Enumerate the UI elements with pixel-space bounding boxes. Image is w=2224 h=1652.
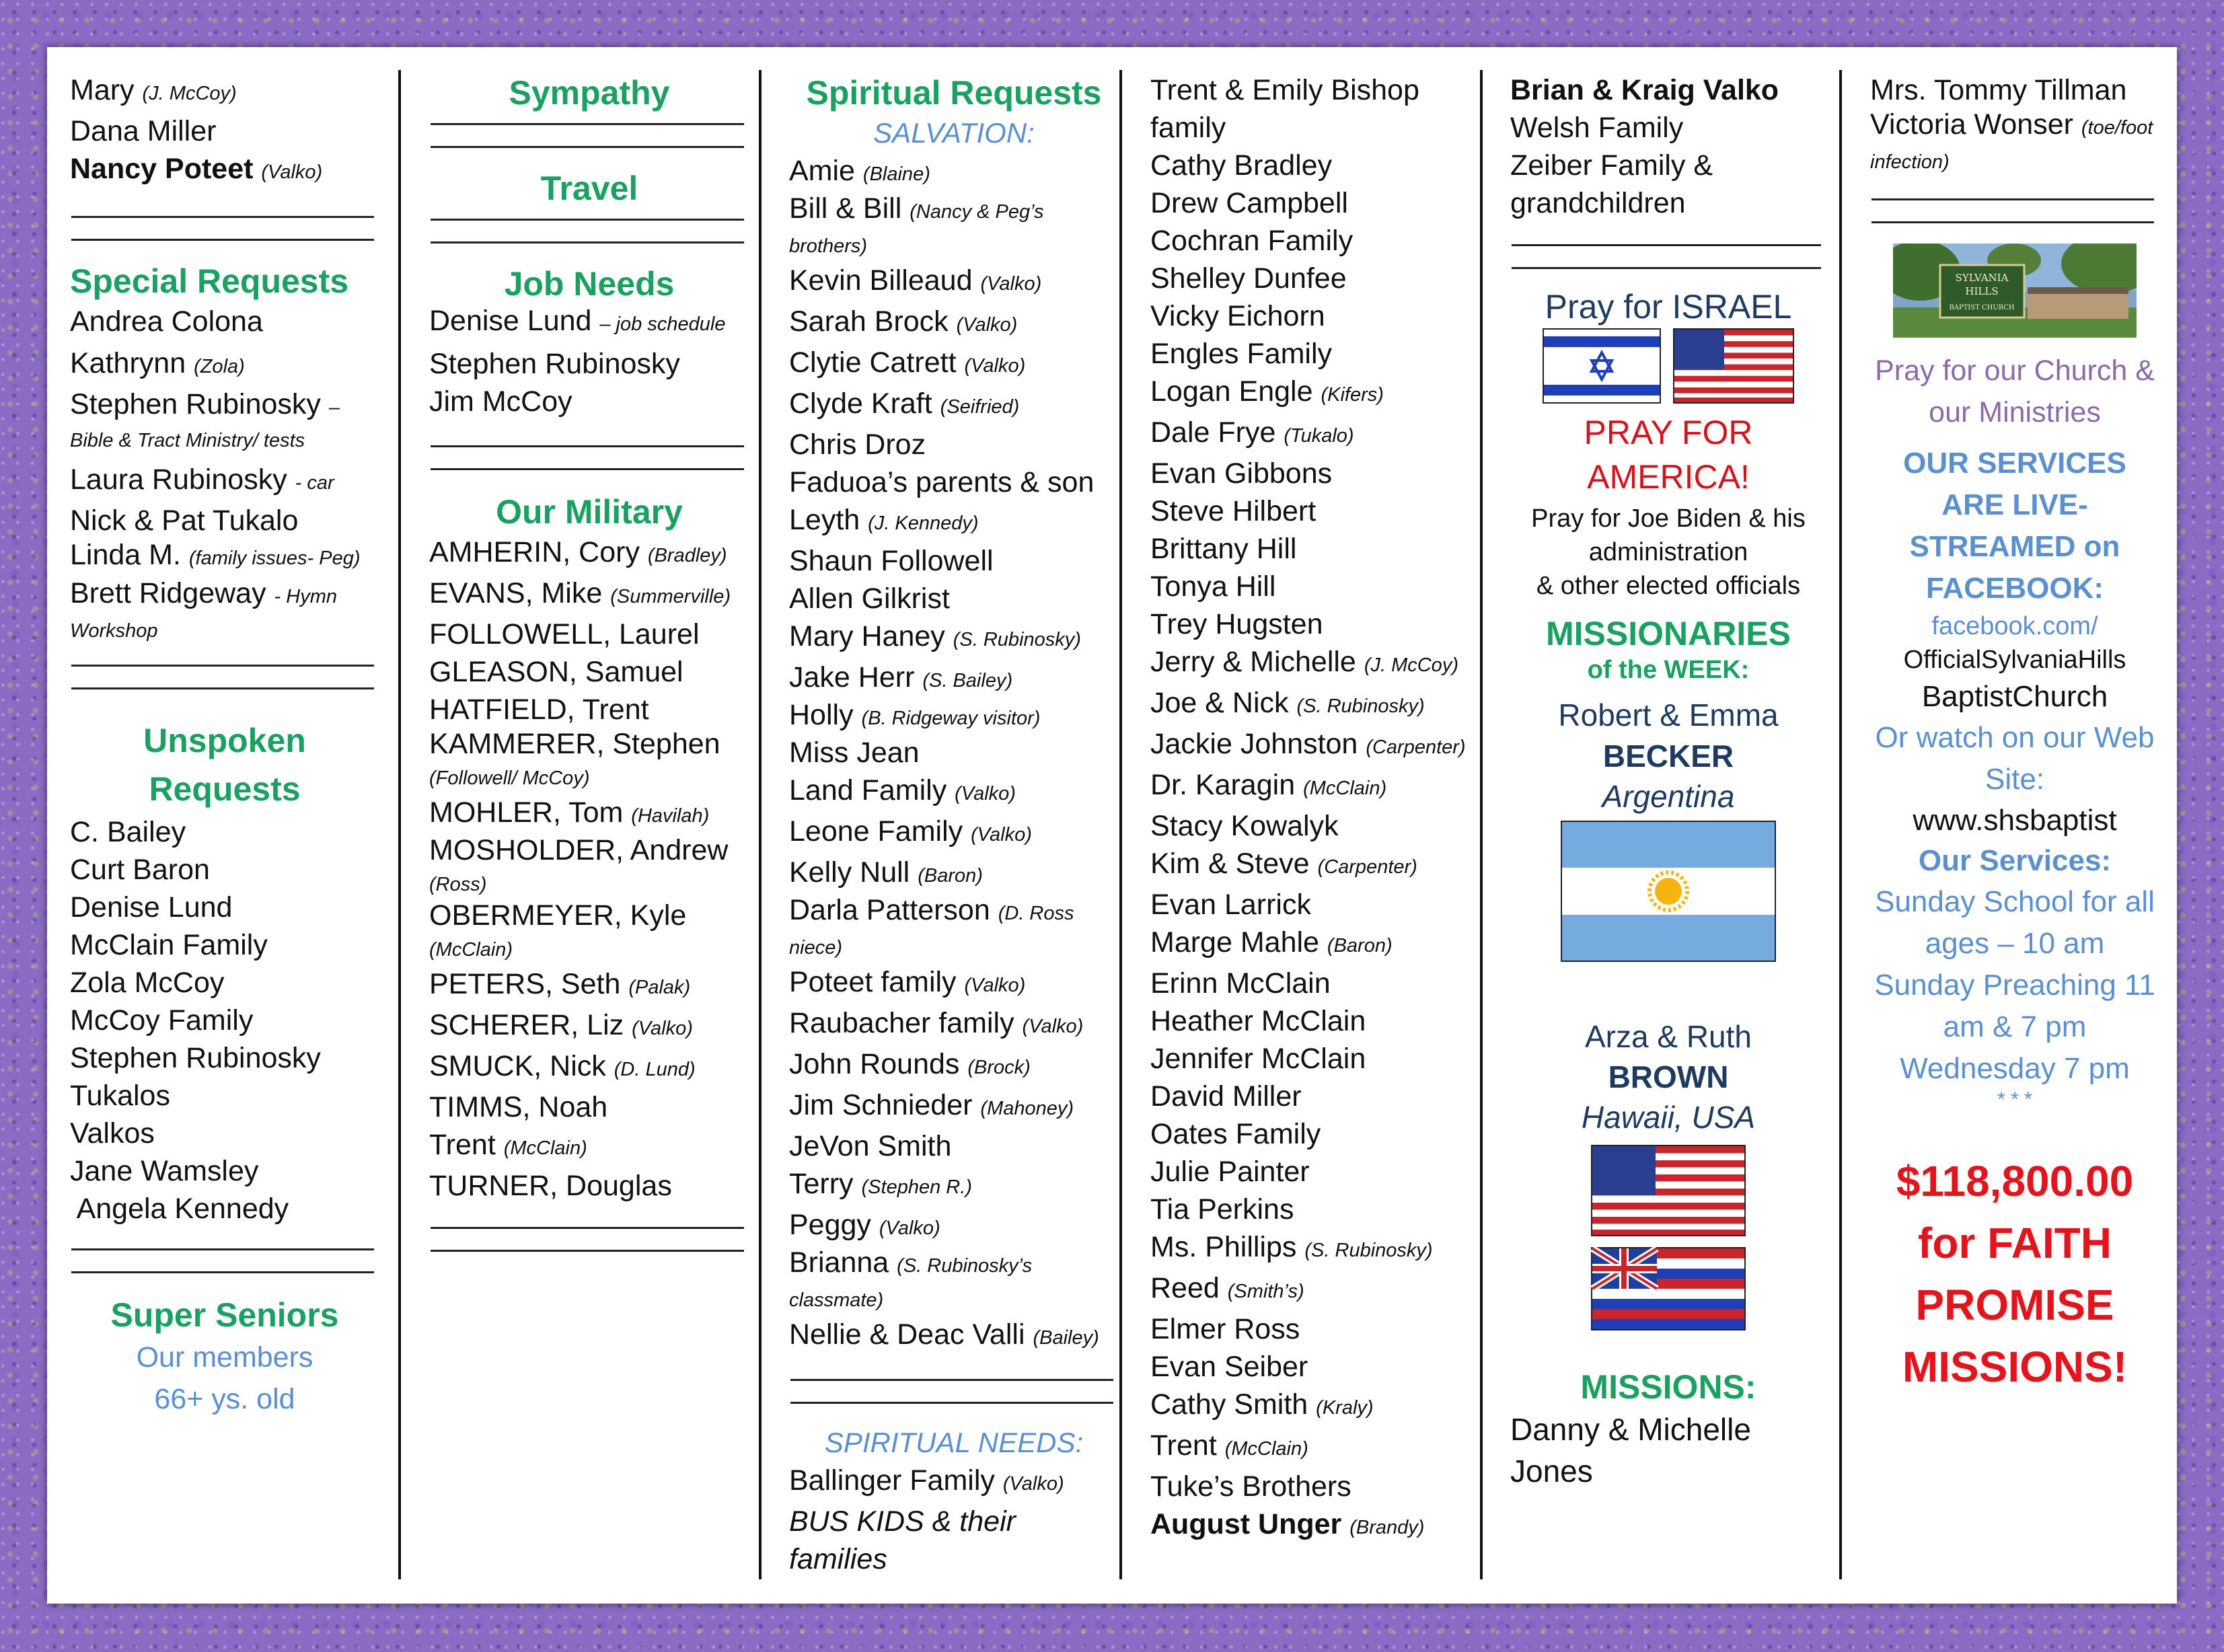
prayer-item: Cochran Family xyxy=(1150,225,1354,257)
prayer-item: Jim Schnieder (Mahoney) xyxy=(789,1089,1074,1121)
biden-prayer: Pray for Joe Biden & his administration xyxy=(1531,504,1806,566)
live-stream-title: OUR SERVICES ARE LIVE-STREAMED on FACEBOOK: xyxy=(1903,447,2126,605)
prayer-item: Miss Jean xyxy=(789,737,920,769)
prayer-item: Laura Rubinosky - car xyxy=(70,463,334,496)
list-item: TURNER, Douglas xyxy=(429,1170,672,1202)
list-item: SCHERER, Liz (Valko) xyxy=(429,1009,693,1041)
column-6 xyxy=(1870,71,2159,1605)
usa-flag-wrap xyxy=(1510,1145,1826,1246)
prayer-item: Jackie Johnston (Carpenter) xyxy=(1150,728,1466,760)
prayer-item: Darla Patterson (D. Ross niece) xyxy=(789,894,1074,959)
prayer-item: Kim & Steve (Carpenter) xyxy=(1150,848,1417,880)
blank-line xyxy=(431,144,744,148)
super-seniors-heading: Super Seniors xyxy=(110,1296,339,1334)
missionaries-heading: MISSIONARIES xyxy=(1546,615,1791,652)
svg-text:BAPTIST CHURCH: BAPTIST CHURCH xyxy=(1949,304,2015,311)
prayer-item: Oates Family xyxy=(1150,1118,1321,1150)
faith-promise-text: for FAITH PROMISE MISSIONS! xyxy=(1902,1219,2128,1391)
prayer-item: Andrea Colona xyxy=(70,305,263,338)
prayer-item: Dale Frye (Tukalo) xyxy=(1150,416,1354,449)
column-2 xyxy=(429,71,749,1605)
list-item: Denise Lund xyxy=(70,891,233,924)
list-item: McCoy Family xyxy=(70,1004,254,1037)
prayer-item: Mary (J. McCoy) xyxy=(70,74,237,106)
column-divider xyxy=(398,70,401,1579)
prayer-item: Tuke’s Brothers xyxy=(1150,1470,1351,1503)
pray-church: Pray for our Church & our Ministries xyxy=(1875,354,2155,428)
prayer-item: Land Family (Valko) xyxy=(789,774,1016,806)
blank-line xyxy=(71,1269,374,1273)
prayer-item: Leyth (J. Kennedy) xyxy=(789,504,979,536)
column-5 xyxy=(1510,71,1826,1605)
prayer-item: Stacy Kowalyk xyxy=(1150,810,1339,842)
church-photo xyxy=(1870,243,2159,347)
prayer-item: Ms. Phillips (S. Rubinosky) xyxy=(1150,1231,1433,1263)
blank-line xyxy=(431,443,744,447)
list-item: MOHLER, Tom (Havilah) xyxy=(429,796,710,829)
prayer-item: Evan Seiber xyxy=(1150,1351,1308,1383)
service-time: Sunday Preaching 11 am & 7 pm xyxy=(1874,969,2155,1043)
argentina-flag-wrap xyxy=(1510,821,1826,971)
salvation-label: SALVATION: xyxy=(873,117,1035,149)
list-item: TIMMS, Noah xyxy=(429,1091,608,1123)
prayer-item: Mrs. Tommy Tillman xyxy=(1870,74,2127,106)
seniors-line: 66+ ys. old xyxy=(154,1383,295,1415)
unspoken-list xyxy=(70,813,379,1228)
prayer-item: Engles Family xyxy=(1150,338,1333,370)
prayer-item: Drew Campbell xyxy=(1150,187,1348,219)
list-item: C. Bailey xyxy=(70,816,186,848)
prayer-item: August Unger (Brandy) xyxy=(1150,1508,1425,1540)
prayer-item: Cathy Bradley xyxy=(1150,149,1333,182)
our-military-heading: Our Military xyxy=(496,493,683,531)
list-item: Curt Baron xyxy=(70,854,210,886)
usa-flag-icon xyxy=(1673,328,1794,404)
spiritual-requests-heading: Spiritual Requests xyxy=(806,74,1102,112)
prayer-item: Trent & Emily Bishop family xyxy=(1150,74,1419,144)
prayer-item: Linda M. (family issues- Peg) xyxy=(70,539,361,571)
prayer-item: Chris Droz xyxy=(789,428,926,461)
prayer-item: John Rounds (Brock) xyxy=(789,1048,1031,1080)
bulletin-sheet xyxy=(47,47,2177,1604)
list-item: AMHERIN, Cory (Bradley) xyxy=(429,536,727,568)
blank-line xyxy=(1512,242,1821,246)
blank-line xyxy=(71,237,374,241)
prayer-item: Bill & Bill (Nancy & Peg’s brothers) xyxy=(789,192,1044,257)
prayer-item: Evan Gibbons xyxy=(1150,457,1333,490)
list-item: Jane Wamsley xyxy=(70,1155,259,1187)
bus-kids: BUS KIDS & their families xyxy=(789,1505,1016,1575)
column-1 xyxy=(70,71,379,1605)
missionary-names: Robert & Emma xyxy=(1558,698,1779,733)
prayer-item: Brittany Hill xyxy=(1150,533,1297,565)
prayer-item: Kevin Billeaud (Valko) xyxy=(789,264,1042,297)
list-item: Angela Kennedy xyxy=(70,1193,289,1225)
prayer-item: Welsh Family xyxy=(1510,112,1684,144)
prayer-item: Leone Family (Valko) xyxy=(789,815,1032,848)
list-item: Tukalos xyxy=(70,1080,170,1112)
hawaii-flag-icon xyxy=(1591,1247,1746,1330)
blank-line xyxy=(71,685,374,689)
prayer-item: Nellie & Deac Valli (Bailey) xyxy=(789,1318,1099,1351)
prayer-item: JeVon Smith xyxy=(789,1130,952,1162)
prayer-item: Denise Lund – job schedule xyxy=(429,305,726,337)
pray-israel: Pray for ISRAEL xyxy=(1545,288,1792,326)
prayer-item: David Miller xyxy=(1150,1080,1302,1113)
list-item: OBERMEYER, Kyle (McClain) xyxy=(429,899,687,961)
special-requests-heading: Special Requests xyxy=(70,262,349,300)
blank-line xyxy=(431,1248,744,1252)
prayer-item: Jennifer McClain xyxy=(1150,1043,1366,1075)
prayer-item: Trey Hugsten xyxy=(1150,608,1323,640)
prayer-item: Reed (Smith’s) xyxy=(1150,1272,1304,1304)
prayer-item: Nick & Pat Tukalo xyxy=(70,504,299,537)
facebook-link-3[interactable]: BaptistChurch xyxy=(1921,680,2108,713)
missionary-surname: BROWN xyxy=(1608,1059,1729,1094)
blank-line xyxy=(431,466,744,470)
prayer-item: Brian & Kraig Valko xyxy=(1510,74,1779,106)
flags-row xyxy=(1510,328,1826,404)
service-time: Sunday School for all ages – 10 am xyxy=(1875,885,2155,960)
list-item: HATFIELD, Trent xyxy=(429,693,649,726)
prayer-item: Logan Engle (Kifers) xyxy=(1150,375,1384,408)
prayer-item: Mary Haney (S. Rubinosky) xyxy=(789,620,1081,652)
svg-text:HILLS: HILLS xyxy=(1965,285,1999,297)
prayer-item: Dana Miller xyxy=(70,115,217,147)
missionary-names: Arza & Ruth xyxy=(1585,1019,1752,1054)
argentina-flag-icon xyxy=(1561,821,1776,962)
missions-heading: MISSIONS: xyxy=(1580,1368,1756,1406)
prayer-item: Ballinger Family (Valko) xyxy=(789,1464,1064,1497)
pray-for-america: PRAY FOR AMERICA! xyxy=(1584,414,1753,496)
prayer-item: Evan Larrick xyxy=(1150,889,1311,921)
prayer-item: Elmer Ross xyxy=(1150,1313,1300,1345)
blank-line xyxy=(790,1377,1113,1381)
prayer-item: Nancy Poteet (Valko) xyxy=(70,153,323,185)
prayer-item: Tonya Hill xyxy=(1150,570,1276,603)
column-divider xyxy=(1119,70,1122,1579)
column-divider xyxy=(1480,70,1483,1579)
blank-line xyxy=(431,217,744,221)
missionaries-subheading: of the WEEK: xyxy=(1587,656,1750,684)
list-item: GLEASON, Samuel xyxy=(429,656,683,688)
list-item: EVANS, Mike (Summerville) xyxy=(429,577,731,609)
list-item: McClain Family xyxy=(70,929,268,961)
list-item: Stephen Rubinosky xyxy=(70,1042,321,1074)
prayer-item: Brett Ridgeway - Hymn Workshop xyxy=(70,577,337,642)
prayer-item: Dr. Karagin (McClain) xyxy=(1150,769,1387,801)
website-link[interactable]: www.shsbaptist xyxy=(1913,804,2117,837)
prayer-item: Vicky Eichorn xyxy=(1150,300,1325,332)
blank-line xyxy=(71,1246,374,1250)
prayer-item: Victoria Wonser (toe/foot infection) xyxy=(1870,108,2153,173)
prayer-item: Jim McCoy xyxy=(429,385,572,418)
salvation-list xyxy=(789,152,1119,1357)
military-list xyxy=(429,533,749,1205)
blank-line xyxy=(1512,265,1821,269)
svg-text:SYLVANIA: SYLVANIA xyxy=(1955,272,2009,284)
prayer-item: Stephen Rubinosky xyxy=(429,348,680,380)
prayer-item: Trent (McClain) xyxy=(1150,1429,1308,1462)
list-item: FOLLOWELL, Laurel xyxy=(429,618,700,650)
blank-line xyxy=(71,663,374,667)
prayer-item: Heather McClain xyxy=(1150,1005,1366,1037)
prayer-item: Steve Hilbert xyxy=(1150,495,1317,527)
stars-divider: * * * xyxy=(1997,1088,2032,1111)
list-item: KAMMERER, Stephen (Followell/ McCoy) xyxy=(429,728,720,789)
service-time: Wednesday 7 pm xyxy=(1900,1052,2130,1085)
church-photo-image xyxy=(1893,243,2137,338)
prayer-item: Brianna (S. Rubinosky’s classmate) xyxy=(789,1246,1033,1311)
prayer-item: Tia Perkins xyxy=(1150,1193,1294,1226)
officials-prayer: & other elected officials xyxy=(1536,572,1801,600)
missionary-surname: BECKER xyxy=(1602,739,1734,774)
list-item: Trent (McClain) xyxy=(429,1129,587,1161)
missions-names: Danny & Michelle Jones xyxy=(1510,1412,1751,1489)
watch-website: Or watch on our Web Site: xyxy=(1875,721,2155,796)
prayer-item: Terry (Stephen R.) xyxy=(789,1168,972,1200)
list-item: PETERS, Seth (Palak) xyxy=(429,968,691,1000)
missionary-place: Argentina xyxy=(1602,779,1735,814)
unspoken-requests-heading: Unspoken Requests xyxy=(143,722,306,808)
column-3 xyxy=(789,71,1119,1605)
faith-promise-amount: $118,800.00 xyxy=(1896,1157,2134,1205)
prayer-item: Raubacher family (Valko) xyxy=(789,1007,1084,1039)
prayer-item: Stephen Rubinosky – Bible & Tract Ministry/ tests xyxy=(70,388,340,451)
prayer-item: Julie Painter xyxy=(1150,1156,1310,1188)
prayer-item: Shaun Followell xyxy=(789,545,994,577)
blank-line xyxy=(431,1225,744,1229)
facebook-link-1[interactable]: facebook.com/ xyxy=(1931,612,2098,640)
travel-heading: Travel xyxy=(540,170,638,207)
list-item: SMUCK, Nick (D. Lund) xyxy=(429,1050,696,1082)
blank-line xyxy=(1871,196,2154,200)
blank-line xyxy=(431,121,744,125)
column-divider xyxy=(1839,70,1842,1579)
prayer-item: Jerry & Michelle (J. McCoy) xyxy=(1150,646,1458,678)
blank-line xyxy=(431,239,744,243)
column-4 xyxy=(1150,71,1467,1605)
prayer-item: Joe & Nick (S. Rubinosky) xyxy=(1150,687,1425,719)
blank-line xyxy=(71,214,374,218)
prayer-item: Poteet family (Valko) xyxy=(789,966,1026,998)
blank-line xyxy=(1871,219,2154,223)
sympathy-heading: Sympathy xyxy=(509,74,670,112)
prayer-item: Kathrynn (Zola) xyxy=(70,347,245,379)
hawaii-flag-wrap xyxy=(1510,1247,1826,1340)
prayer-item: Clyde Kraft (Seifried) xyxy=(789,387,1020,420)
israel-flag-icon xyxy=(1543,328,1661,404)
prayer-item: Sarah Brock (Valko) xyxy=(789,305,1018,338)
list-item: Valkos xyxy=(70,1117,155,1150)
prayer-item: Faduoa’s parents & son xyxy=(789,466,1095,498)
prayer-item: Allen Gilkrist xyxy=(789,583,950,615)
prayer-item: Erinn McClain xyxy=(1150,967,1331,1000)
prayer-list xyxy=(1150,71,1467,1546)
prayer-item: Zeiber Family & grandchildren xyxy=(1510,149,1713,219)
prayer-item: Shelley Dunfee xyxy=(1150,262,1347,295)
column-divider xyxy=(759,70,762,1579)
usa-flag-icon xyxy=(1591,1145,1746,1236)
prayer-item: Holly (B. Ridgeway visitor) xyxy=(789,699,1041,731)
prayer-item: Amie (Blaine) xyxy=(789,155,930,187)
job-needs-heading: Job Needs xyxy=(504,265,675,303)
list-item: Zola McCoy xyxy=(70,967,225,999)
prayer-item: Cathy Smith (Kraly) xyxy=(1150,1388,1374,1421)
facebook-link-2[interactable]: OfficialSylvaniaHills xyxy=(1903,646,2126,674)
missionary-place: Hawaii, USA xyxy=(1581,1100,1756,1135)
spiritual-needs-label: SPIRITUAL NEEDS: xyxy=(824,1427,1084,1458)
prayer-item: Peggy (Valko) xyxy=(789,1209,940,1241)
prayer-item: Kelly Null (Baron) xyxy=(789,856,983,889)
blank-line xyxy=(790,1400,1113,1404)
services-title: Our Services: xyxy=(1918,844,2112,877)
prayer-item: Clytie Catrett (Valko) xyxy=(789,346,1026,379)
list-item: MOSHOLDER, Andrew (Ross) xyxy=(429,834,729,895)
prayer-item: Jake Herr (S. Bailey) xyxy=(789,661,1013,693)
seniors-line: Our members xyxy=(136,1341,313,1374)
prayer-item: Marge Mahle (Baron) xyxy=(1150,926,1393,959)
